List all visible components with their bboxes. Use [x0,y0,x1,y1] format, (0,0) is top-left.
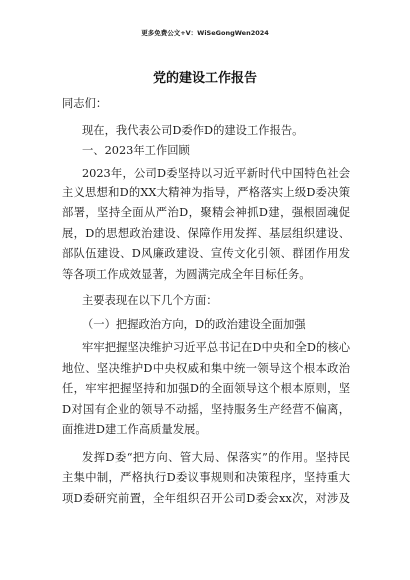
section-heading-text: 一、2023年工作回顾 [82,144,190,157]
salutation: 同志们： [62,97,108,110]
body-line: 任，牢牢把握坚持和加强D的全面领导这个根本原则，坚 [62,382,350,395]
body-line: 牢牢把握坚决维护习近平总书记在D中央和全D的核心 [82,341,350,354]
body-line: 发挥D委“把方向、管大局、保落实”的作用。坚持民 [82,451,350,464]
body-line: D对国有企业的领导不动摇，坚持服务生产经营不偏离， [62,403,350,416]
body-line: 部队伍建设、D风廉政建设、宣传文化引领、群团作用发 [62,247,350,260]
document-title: 党的建设工作报告 [152,71,257,86]
body-line: 主要表现在以下几个方面： [82,294,218,307]
body-line: 展，D的思想政治建设、保障作用发挥、基层组织建设、 [62,227,350,240]
body-line: 项D委研究前置，全年组织召开公司D委会xx次，对涉及 [62,492,350,505]
header-note: 更多免费公文+V：WiSeGongWen2024 [141,29,269,37]
body-line: 现在，我代表公司D委作D的建设工作报告。 [82,124,304,137]
body-line: 部署，坚持全面从严治D，聚精会神抓D建，强根固魂促 [62,206,350,219]
body-line: 主集中制，严格执行D委议事规则和决策程序，坚持重大 [62,471,350,484]
body-line: 2023年，公司D委坚持以习近平新时代中国特色社会 [82,167,350,180]
body-line: 主义思想和D的XX大精神为指导，严格落实上级D委决策 [62,186,350,199]
body-line: 等各项工作成效显著，为圆满完成全年目标任务。 [62,268,311,281]
subsection-heading-text: （一）把握政治方向，D的政治建设全面加强 [82,318,306,331]
body-line: 面推进D建工作高质量发展。 [62,423,207,436]
body-line: 地位、坚决维护D中央权威和集中统一领导这个根本政治 [62,362,350,375]
